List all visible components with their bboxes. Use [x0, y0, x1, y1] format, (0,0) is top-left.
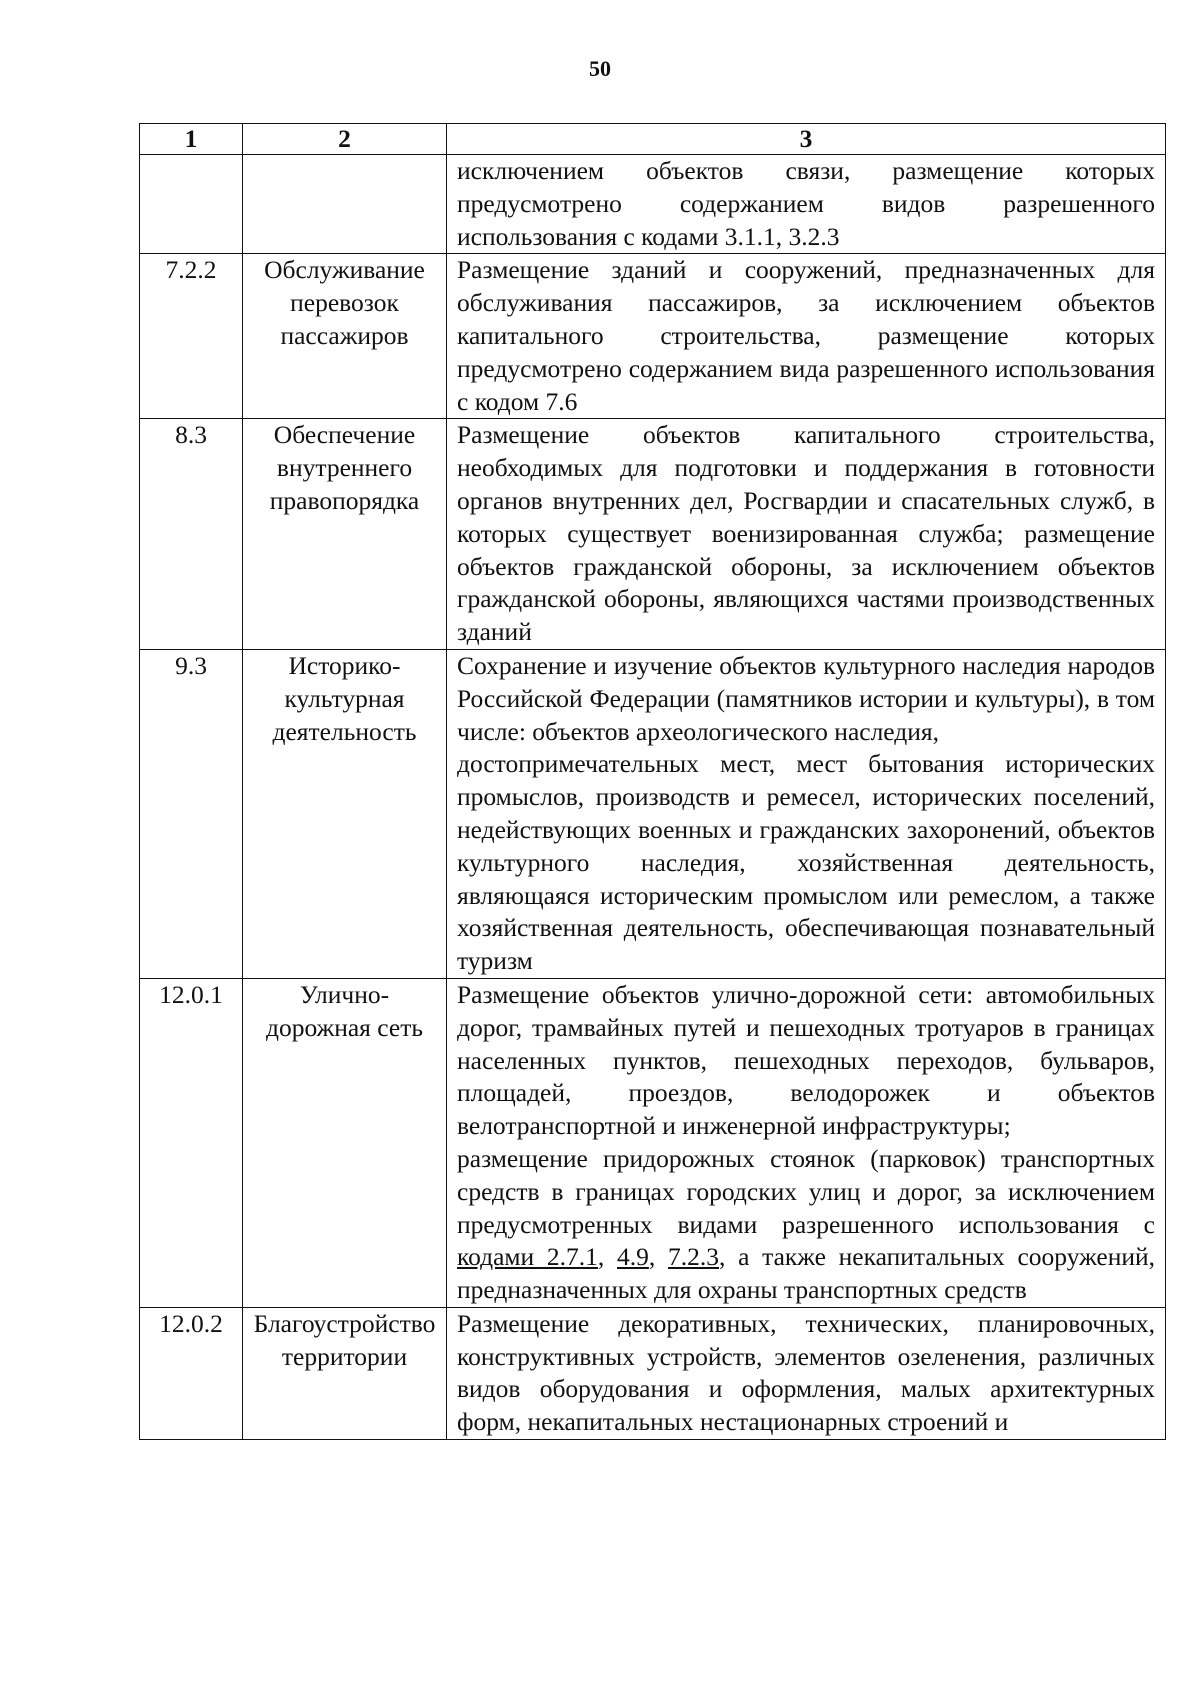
table-row: [140, 419, 1166, 650]
row-code: [140, 155, 243, 254]
description-paragraph: Размещение объектов капитального строительства, необходимых для подготовки и поддержания в готовности органов внутренних дел, Росгвардии и спасательных служб, в которых существует военизированная служба; размещение объектов гражданской обороны, за исключением объектов гражданской обороны, являющихся частями производственных зданий: [457, 420, 1155, 647]
row-description: [447, 155, 1166, 254]
row-description: [447, 254, 1166, 419]
header-col-1: 1: [140, 124, 243, 155]
table-row: [140, 155, 1166, 254]
description-paragraph: [457, 1143, 1155, 1307]
table-row: [140, 649, 1166, 978]
row-code: 12.0.2: [140, 1307, 243, 1439]
description-paragraph: исключением объектов связи, размещение которых предусмотрено содержанием видов разрешенного использования с кодами 3.1.1, 3.2.3: [457, 156, 1155, 251]
land-use-table: [139, 123, 1166, 1440]
paragraph-text: , а также некапитальных сооружений, предназначенных для охраны транспортных средств: [457, 1242, 1156, 1305]
row-name: Благоустройство территории: [243, 1307, 447, 1439]
separator: ,: [648, 1242, 668, 1272]
row-name: Улично-дорожная сеть: [243, 978, 447, 1307]
header-col-2: 2: [243, 124, 447, 155]
table-header-row: [140, 124, 1166, 155]
description-paragraph: Размещение зданий и сооружений, предназначенных для обслуживания пассажиров, за исключением объектов капитального строительства, размещение которых предусмотрено содержанием вида разрешенного использования с кодом 7.6: [457, 255, 1155, 416]
table-row: [140, 978, 1166, 1307]
row-code: 9.3: [140, 649, 243, 978]
row-code: 12.0.1: [140, 978, 243, 1307]
row-description: [447, 978, 1166, 1307]
code-link-7-2-3[interactable]: 7.2.3: [668, 1242, 719, 1272]
description-paragraph: достопримечательных мест, мест бытования исторических промыслов, производств и ремесел, исторических поселений, недействующих военных и гражданских захоронений, объектов культурного наследия, хозяйственная деятельность, являющаяся историческим промыслом или ремеслом, а также хозяйственная деятельность, обеспечивающая познавательный туризм: [457, 749, 1155, 976]
row-code: 8.3: [140, 419, 243, 650]
row-description: [447, 419, 1166, 650]
row-description: [447, 1307, 1166, 1439]
header-col-3: 3: [447, 124, 1166, 155]
row-name: [243, 155, 447, 254]
row-code: 7.2.2: [140, 254, 243, 419]
description-paragraph: Размещение объектов улично-дорожной сети: автомобильных дорог, трамвайных путей и пешеходных тротуаров в границах населенных пунктов, пешеходных переходов, бульваров, площадей, проездов, велодорожек и объектов велотранспортной и инженерной инфраструктуры;: [457, 979, 1155, 1141]
code-link-2-7-1[interactable]: кодами 2.7.1: [457, 1242, 598, 1272]
row-description: [447, 649, 1166, 978]
table-row: [140, 1307, 1166, 1439]
page-number: 50: [589, 56, 611, 81]
separator: ,: [597, 1242, 618, 1272]
row-name: Историко-культурная деятельность: [243, 649, 447, 978]
row-name: Обслуживание перевозок пассажиров: [243, 254, 447, 419]
code-link-4-9[interactable]: 4.9: [617, 1242, 649, 1272]
paragraph-text: размещение придорожных стоянок (парковок) транспортных средств в границах городских улиц и дорог, за исключением предусмотренных видами разрешенного использования с: [457, 1143, 1155, 1239]
table-row: [140, 254, 1166, 419]
row-name: Обеспечение внутреннего правопорядка: [243, 419, 447, 650]
description-paragraph: Размещение декоративных, технических, планировочных, конструктивных устройств, элементов озеленения, различных видов оборудования и оформления, малых архитектурных форм, некапитальных нестационарных строений и: [457, 1308, 1155, 1437]
description-paragraph: Сохранение и изучение объектов культурного наследия народов Российской Федерации (памятников истории и культуры), в том числе: объектов археологического наследия,: [457, 650, 1155, 746]
